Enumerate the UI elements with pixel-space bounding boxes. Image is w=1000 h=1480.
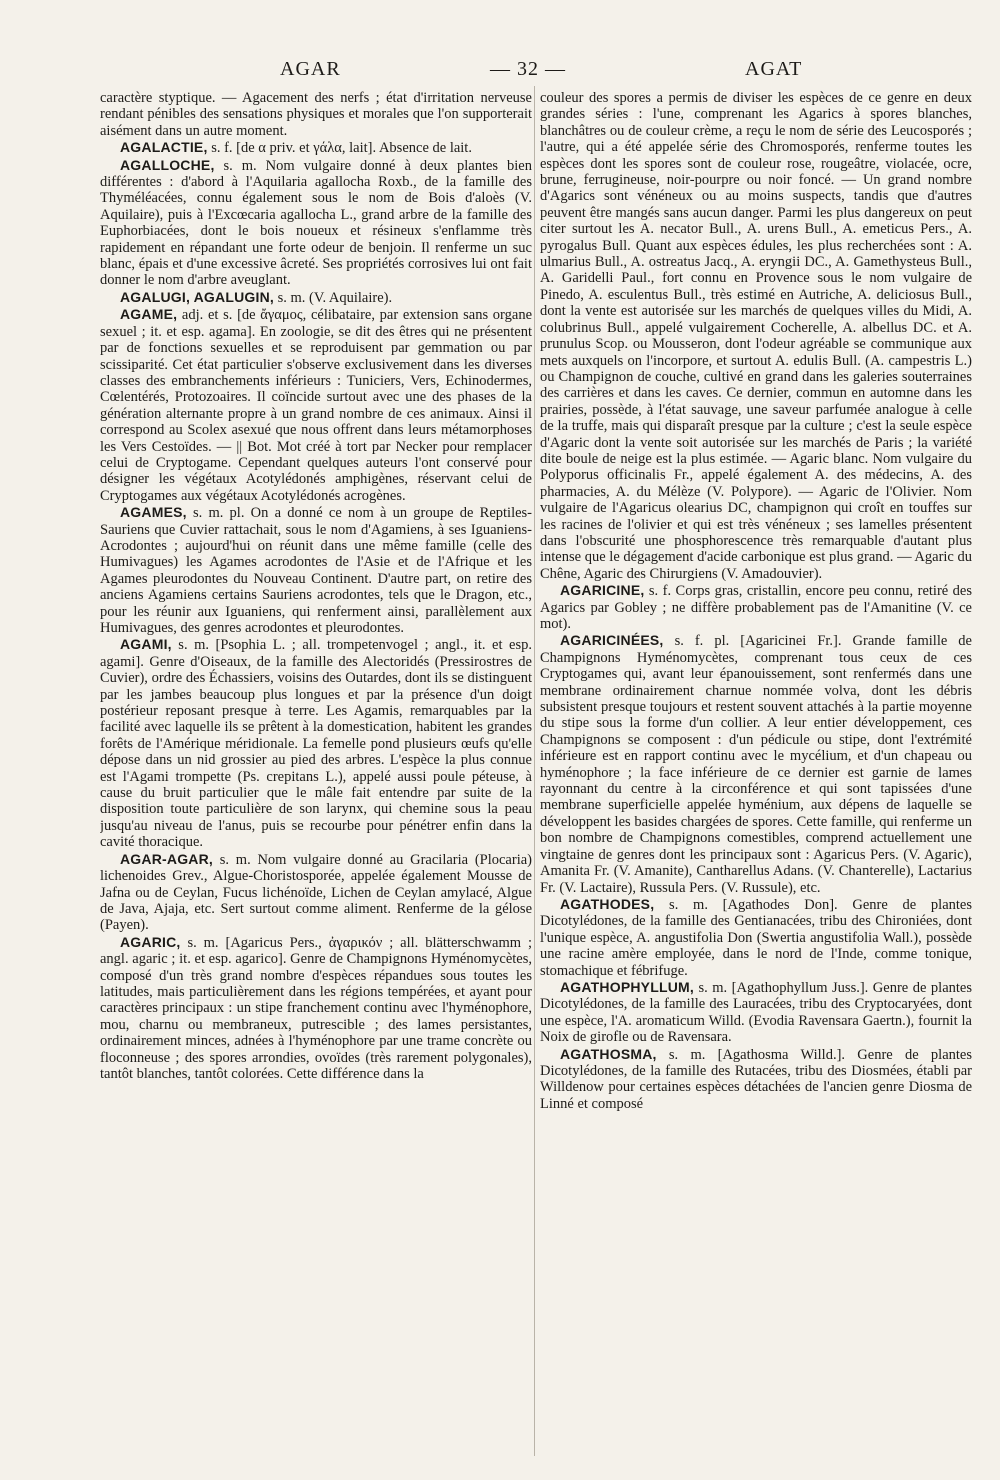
header-left-guideword: AGAR xyxy=(280,58,341,80)
left-column xyxy=(100,90,532,1470)
entry-agathosma: AGATHOSMA, s. m. [Agathosma Willd.]. Genre de plantes Dicotylédones, de la famille des Rutacées, tribu des Diosmées, établi par Willdenow pour certaines espèces détachées de l'ancien genre Diosma de Linné et composé xyxy=(540,1045,972,1112)
entry-agalloche: AGALLOCHE, s. m. Nom vulgaire donné à deux plantes bien différentes : d'abord à l'Aquilaria agallocha Roxb., de la famille des Thyméléacées, connu également sous le nom de Bois d'aloès (V. Aquilaire), puis à l'Excœcaria agallocha L., grand arbre de la famille des Euphorbiacées, dont le bois noueux et résineux s'enflamme très rapidement en répandant une forte odeur de benjoin. Il renferme un suc blanc, épais et d'une excessive âcreté. Ses propriétés corrosives lui ont fait donner le nom d'arbre aveuglant. xyxy=(100,156,532,289)
entry-agaricinees: AGARICINÉES, s. f. pl. [Agaricinei Fr.]. Grande famille de Champignons Hyménomycètes, comprenant tous ceux de ces Cryptogames qui, avant leur épanouissement, sont renfermés dans une membrane ordinairement charnue nommée volva, dont les débris subsistent presque toujours et restent souvent attachés à la partie moyenne du stipe sous la forme d'un collier. A leur entier développement, ces Champignons se composent : d'un pédicule ou stipe, dont l'extrémité inférieure est en rapport continu avec le mycélium, et d'un chapeau ou hyménophore ; la face inférieure de ce dernier est garnie de lames rayonnant du centre à la circonférence et qui sont tapissées d'une membrane superficielle appelée hyménium, aux dépens de laquelle se développent les basides chargées de spores. Cette famille, qui renferme un bon nombre de Champignons comestibles, comprend actuellement une vingtaine de genres dont les principaux sont : Agaricus Pers. (V. Agaric), Amanita Fr. (V. Amanite), Cantharellus Adans. (V. Chanterelle), Lactarius Fr. (V. Lactaire), Russula Pers. (V. Russule), etc. xyxy=(540,632,972,896)
headword: AGAMI, xyxy=(120,636,172,653)
header-right-guideword: AGAT xyxy=(745,58,803,80)
entry-agalactie: AGALACTIE, s. f. [de α priv. et γάλα, lait]. Absence de lait. xyxy=(120,139,472,157)
headword: AGARICINE, xyxy=(560,582,645,599)
entry-agames: AGAMES, s. m. pl. On a donné ce nom à un groupe de Reptiles-Sauriens que Cuvier rattachait, sous le nom d'Agamiens, à ses Iguaniens-Acrodontes ; aujourd'hui on réunit dans une même famille (celle des Humivagues) les Agames acrodontes de l'Asie et de l'Afrique et les Agames pleurodontes du Nouveau Continent. D'autre part, on retire des anciens Agamiens certains Sauriens acrodontes, tels que le Dragon, etc., pour les réunir aux Iguaniens, qui renferment ainsi, parallèlement aux Humivagues, des genres acrodontes et pleurodontes. xyxy=(100,504,532,636)
headword: AGATHOSMA, xyxy=(560,1045,657,1062)
headword: AGALACTIE, xyxy=(120,139,208,156)
headword: AGAMES, xyxy=(120,504,187,521)
headword: AGARICINÉES, xyxy=(560,632,664,649)
headword: AGALLOCHE, xyxy=(120,156,215,173)
headword: AGATHODES, xyxy=(560,895,655,912)
entry-agathophyllum: AGATHOPHYLLUM, s. m. [Agathophyllum Juss.]. Genre de plantes Dicotylédones, de la famille des Lauracées, tribu des Cryptocaryées, dont une espèce, l'A. aromaticum Willd. (Evodia Ravensara Gaertn.), fournit la Noix de girofle ou de Ravensara. xyxy=(540,978,972,1046)
entry-agaricine: AGARICINE, s. f. Corps gras, cristallin, encore peu connu, retiré des Agarics par Gobley ; ne diffère probablement pas de l'Amanitine (V. ce mot). xyxy=(540,582,972,632)
entry-agalugi: AGALUGI, AGALUGIN, s. m. (V. Aquilaire). xyxy=(120,288,393,306)
column-divider xyxy=(534,86,535,1456)
headword: AGATHOPHYLLUM, xyxy=(560,978,694,995)
entry-agathodes: AGATHODES, s. m. [Agathodes Don]. Genre de plantes Dicotylédones, de la famille des Gentianacées, tribu des Chironiées, dont l'unique espèce, A. angustifolia Don (Swertia angustifolia Wall.), possède une racine amère employée, dans le nord de l'Inde, comme tonique, stomachique et fébrifuge. xyxy=(540,895,972,979)
entry-agar-agar: AGAR-AGAR, s. m. Nom vulgaire donné au Gracilaria (Plocaria) lichenoides Grev., Algue-Choristosporée, appelée également Mousse de Jafna ou de Ceylan, Fucus lichénoïde, Lichen de Ceylan amylacé, Algue de Java, Ajaja, etc. Sert surtout comme aliment. Renferme de la gélose (Payen). xyxy=(100,850,532,934)
entry-agami: AGAMI, s. m. [Psophia L. ; all. trompetenvogel ; angl., it. et esp. agami]. Genre d'Oiseaux, de la famille des Alectoridés (Pressirostres de Cuvier), ordre des Échassiers, voisins des Outardes, dont ils se distinguent par les jambes beaucoup plus longues et par la présence d'un doigt postérieur reposant presque à terre. Les Agamis, remarquables par la facilité avec laquelle ils se prêtent à la domestication, habitent les grandes forêts de l'Amérique méridionale. La femelle pond plusieurs œufs qu'elle dépose dans un nid grossier au pied des arbres. L'espèce la plus connue est l'Agami trompette (Ps. crepitans L.), appelé aussi poule péteuse, à cause du bruit particulier que le mâle fait entendre par suite de la disposition toute particulière de son larynx, qui chemine sous la peau jusqu'au niveau de l'anus, puis se recourbe pour pénétrer enfin dans la cavité thoracique. xyxy=(100,636,532,851)
headword: AGAR-AGAR, xyxy=(120,850,213,867)
headword: AGAME, xyxy=(120,306,178,323)
right-column xyxy=(540,90,972,1470)
entry-agame: AGAME, adj. et s. [de ἄγαμος, célibataire, par extension sans organe sexuel ; it. et esp. agama]. En zoologie, se dit des êtres qui ne présentent par de fonctions sexuelles et se reproduisent par gemmation ou par scissiparité. Cet état particulier s'observe exclusivement dans les diverses classes des embranchements inférieurs : Tuniciers, Vers, Echinodermes, Cœlentérés, Protozoaires. Il coïncide surtout avec une des phases de la génération alternante propre à un grand nombre de ces animaux. Ainsi il correspond au Scolex asexué que nous offrent dans leurs métamorphoses les Vers Cestoïdes. — || Bot. Mot créé à tort par Necker pour remplacer celui de Cryptogame. Cependant quelques auteurs l'ont conservé pour désigner les végétaux Acotylédonés amphigènes, réservant celui de Cryptogames aux végétaux Acotylédonés acrogènes. xyxy=(100,306,532,504)
entry-continuation: caractère styptique. — Agacement des nerfs ; état d'irritation nerveuse rendant pénibles des sensations physiques et morales que l'on supporterait aisément dans un autre moment. xyxy=(100,90,532,139)
entry-continuation: couleur des spores a permis de diviser les espèces de ce genre en deux grandes séries : l'une, comprenant les Agarics à spores blanches, blanchâtres ou de couleur crème, a reçu le nom de série des Leucosporés ; l'autre, qui a été appelée série des Chromosporés, renferme toutes les espèces dont les spores sont de couleur rose, rougeâtre, violacée, ocre, brune, ferrugineuse, noir-pourpre ou noir foncé. — Un grand nombre d'Agarics sont vénéneux ou au moins suspects, tandis que d'autres peuvent être mangés sans aucun danger. Parmi les plus dangereux on peut citer surtout les A. necator Bull., A. urens Bull., A. emeticus Pers., A. pyrogalus Bull. Quant aux espèces édules, les plus recherchées sont : A. ulmarius Bull., A. ostreatus Jacq., A. eryngii DC., A. Gamethysteus Bull., A. Garidelli Paul., fort connu en Provence sous le nom vulgaire de Pinedo, A. esculentus Bull., très estimé en Autriche, A. deliciosus Bull., dont la vente est autorisée sur les marchés de quelques villes du Midi, A. colubrinus Bull., appelé vulgairement Cocherelle, A. albellus DC. et A. prunulus Scop. ou Mousseron, dont l'odeur agréable se communique aux mets auxquels on l'incorpore, et surtout A. edulis Bull. (A. campestris L.) ou Champignon de couche, cultivé en grand dans les galeries souterraines des carrières et dans les caves. Ce dernier, commun en automne dans les prairies, possède, à l'état sauvage, une saveur parfumée analogue à celle de la truffe, mais qui disparaît presque par la culture ; c'est la seule espèce d'Agaric dont la vente soit autorisée sur les marchés de Paris ; la variété dite boule de neige est la plus estimée. — Agaric blanc. Nom vulgaire du Polyporus officinalis Fr., appelé également A. des médecins, A. des pharmacies, A. du Mélèze (V. Polypore). — Agaric de l'Olivier. Nom vulgaire de l'Agaricus olearius DC, champignon qui croît en touffes sur les racines de l'olivier et qui est très vénéneux ; ses lamelles présentent dans l'obscurité une phosphorescence très remarquable d'autant plus intense que le dégagement d'acide carbonique est plus grand. — Agaric du Chêne, Agaric des Chirurgiens (V. Amadouvier). xyxy=(540,90,972,582)
headword: AGALUGI, AGALUGIN, xyxy=(120,288,274,305)
page-number: — 32 — xyxy=(490,58,566,80)
headword: AGARIC, xyxy=(120,933,181,950)
running-header xyxy=(100,58,940,88)
entry-agaric: AGARIC, s. m. [Agaricus Pers., ἀγαρικόν ; all. blätterschwamm ; angl. agaric ; it. et esp. agarico]. Genre de Champignons Hyménomycètes, composé d'un très grand nombre d'espèces répandues sous toutes les latitudes, mais particulièrement dans les régions tempérées, et ayant pour caractères principaux : un stipe franchement continu avec l'hyménophore, mou, charnu ou membraneux, putrescible ; des lames persistantes, ordinairement minces, adnées à l'hyménophore par une trame concrète ou floconneuse ; des spores arrondies, ovoïdes (très rarement polygonales), tantôt blanches, tantôt colorées. Cette différence dans la xyxy=(100,933,532,1082)
